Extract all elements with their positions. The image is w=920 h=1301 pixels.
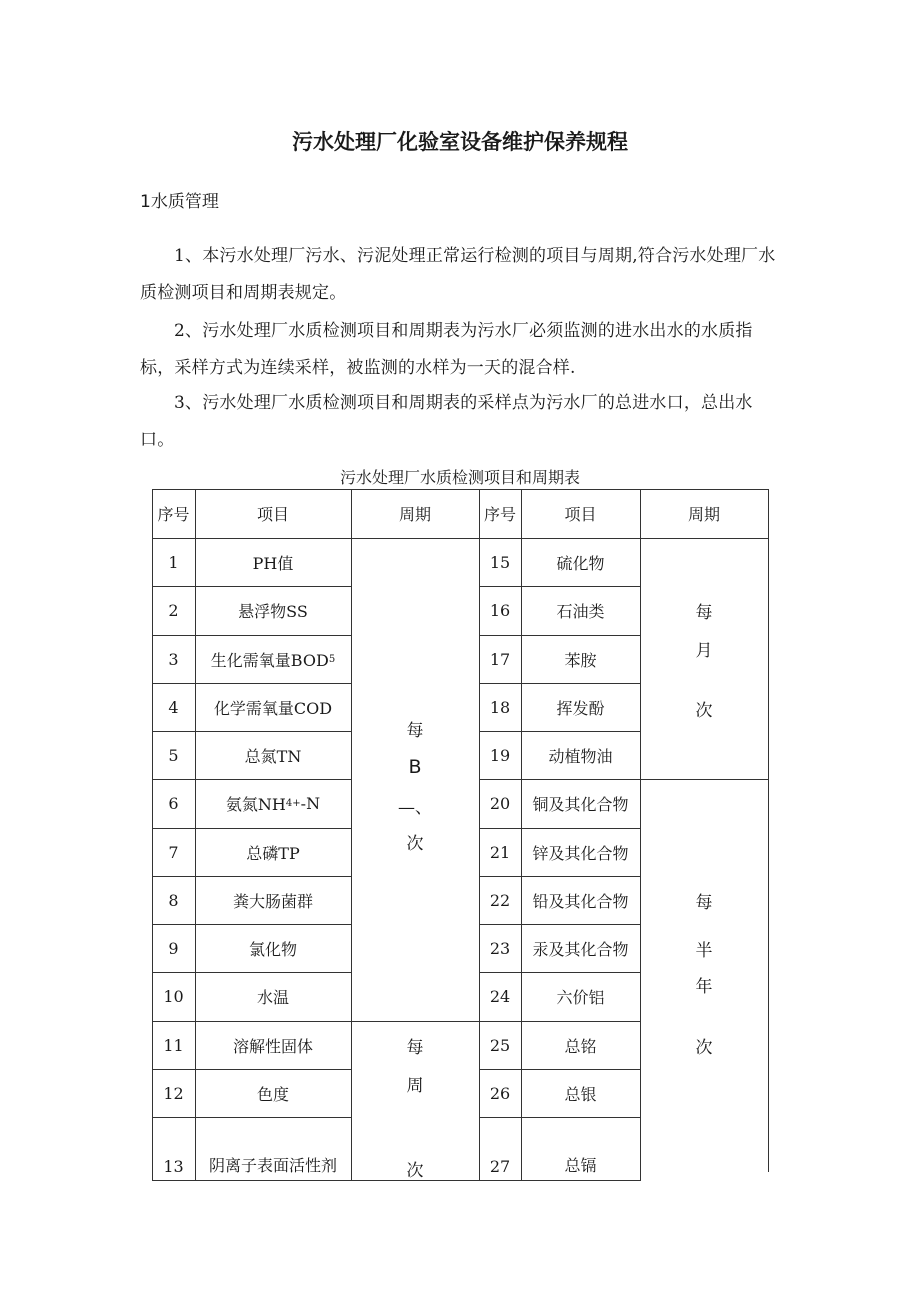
period-char: B [408,756,422,778]
row-number: 12 [163,1083,184,1103]
period-char: 年 [695,977,713,997]
period-char: 次 [695,1038,713,1058]
period-char: 次 [695,701,713,721]
row-number: 15 [489,552,511,572]
item-name: 色度 [256,1084,289,1104]
row-number: 7 [168,842,179,862]
table-caption: 污水处理厂水质检测项目和周期表 [339,468,580,487]
table-header-cell: 序号 [483,505,516,524]
item-name: 总镉 [564,1156,597,1175]
row-number: 9 [168,938,179,958]
item-name: 铅及其化合物 [532,891,629,911]
row-number: 22 [489,890,511,910]
row-number: 6 [168,794,179,813]
table-header-cell: 周期 [398,505,431,524]
table-header-cell: 项目 [256,505,289,524]
table-column-line [640,489,641,1181]
period-char: 次 [406,834,424,854]
row-number: 10 [163,987,184,1006]
item-name: PH值 [252,553,294,573]
item-name: 悬浮物SS [238,602,308,621]
row-number: 3 [168,649,179,669]
item-name: 总银 [564,1084,597,1104]
item-name: 阴离子表面活性剂 [208,1156,337,1175]
row-number: 26 [489,1083,511,1103]
period-char: 每 [406,721,424,741]
row-number: 20 [489,794,511,813]
period-char: —、 [398,798,432,818]
row-number: 18 [489,697,511,717]
item-name [195,635,351,683]
period-char: 每 [406,1038,424,1058]
paragraph-1: 1、本污水处理厂污水、污泥处理正常运行检测的项目与周期,符合污水处理厂水质检测项目和周期表规定。 [140,246,776,303]
section-heading: 1水质管理 [140,192,219,212]
row-number: 8 [168,890,179,910]
table-border-right [768,489,769,1172]
item-name: 氯化物 [248,939,297,959]
period-char: 周 [406,1076,424,1096]
row-number: 25 [489,1035,511,1055]
item-name: 总氮TN [244,746,302,766]
item-name: 汞及其化合物 [532,939,629,959]
item-superscript: + [292,798,301,809]
row-number: 16 [489,601,511,620]
item-name: 硫化物 [556,553,605,573]
item-subscript: 4 [285,798,293,809]
row-number: 21 [489,842,511,862]
document-title: 污水处理厂化验室设备维护保养规程 [292,130,628,154]
row-number: 1 [168,552,179,572]
table-header-cell: 周期 [687,505,720,524]
item-name: 苯胺 [564,650,597,670]
period-char: 每 [695,603,713,623]
row-number: 24 [489,987,511,1006]
period-char: 次 [406,1161,424,1181]
paragraph-2: 2、污水处理厂水质检测项目和周期表为污水厂必须监测的进水出水的水质指标，采样方式为连续采样，被监测的水样为一天的混合样. [140,321,753,378]
period-char: 月 [695,641,713,661]
item-name: 总磷TP [246,843,300,863]
item-name: 总铭 [564,1036,597,1056]
row-number: 27 [489,1157,511,1176]
item-name: 挥发酚 [556,698,605,718]
table-header-cell: 项目 [564,505,597,524]
item-name: 六价铝 [556,988,605,1007]
period-right-divider [640,779,769,780]
table-header-cell: 序号 [157,505,190,524]
row-number: 13 [163,1157,184,1176]
item-name-main: 生化需氧量BOD [210,650,329,670]
item-name: 化学需氧量COD [213,698,333,718]
item-name-tail: -N [300,794,321,813]
row-number: 11 [163,1035,184,1055]
period-char: 每 [695,893,713,913]
item-name: 铜及其化合物 [532,795,629,814]
period-char: 半 [695,941,713,961]
period-left-divider [351,1021,479,1022]
item-name: 粪大肠菌群 [232,891,313,911]
item-subscript: 5 [328,653,336,665]
item-name: 溶解性固体 [232,1036,313,1056]
row-number: 23 [489,938,511,958]
item-name: 锌及其化合物 [532,843,629,863]
row-number: 17 [489,649,511,669]
item-name: 石油类 [556,602,605,621]
row-number: 2 [168,601,179,620]
item-name: 动植物油 [548,746,613,766]
item-name [195,779,351,828]
item-name-main: 氨氮NH [225,795,286,814]
row-number: 19 [489,745,511,765]
row-number: 4 [168,697,179,717]
item-name: 水温 [256,988,289,1007]
paragraph-3: 3、污水处理厂水质检测项目和周期表的采样点为污水厂的总进水口，总出水口。 [140,393,753,450]
row-number: 5 [168,745,179,765]
